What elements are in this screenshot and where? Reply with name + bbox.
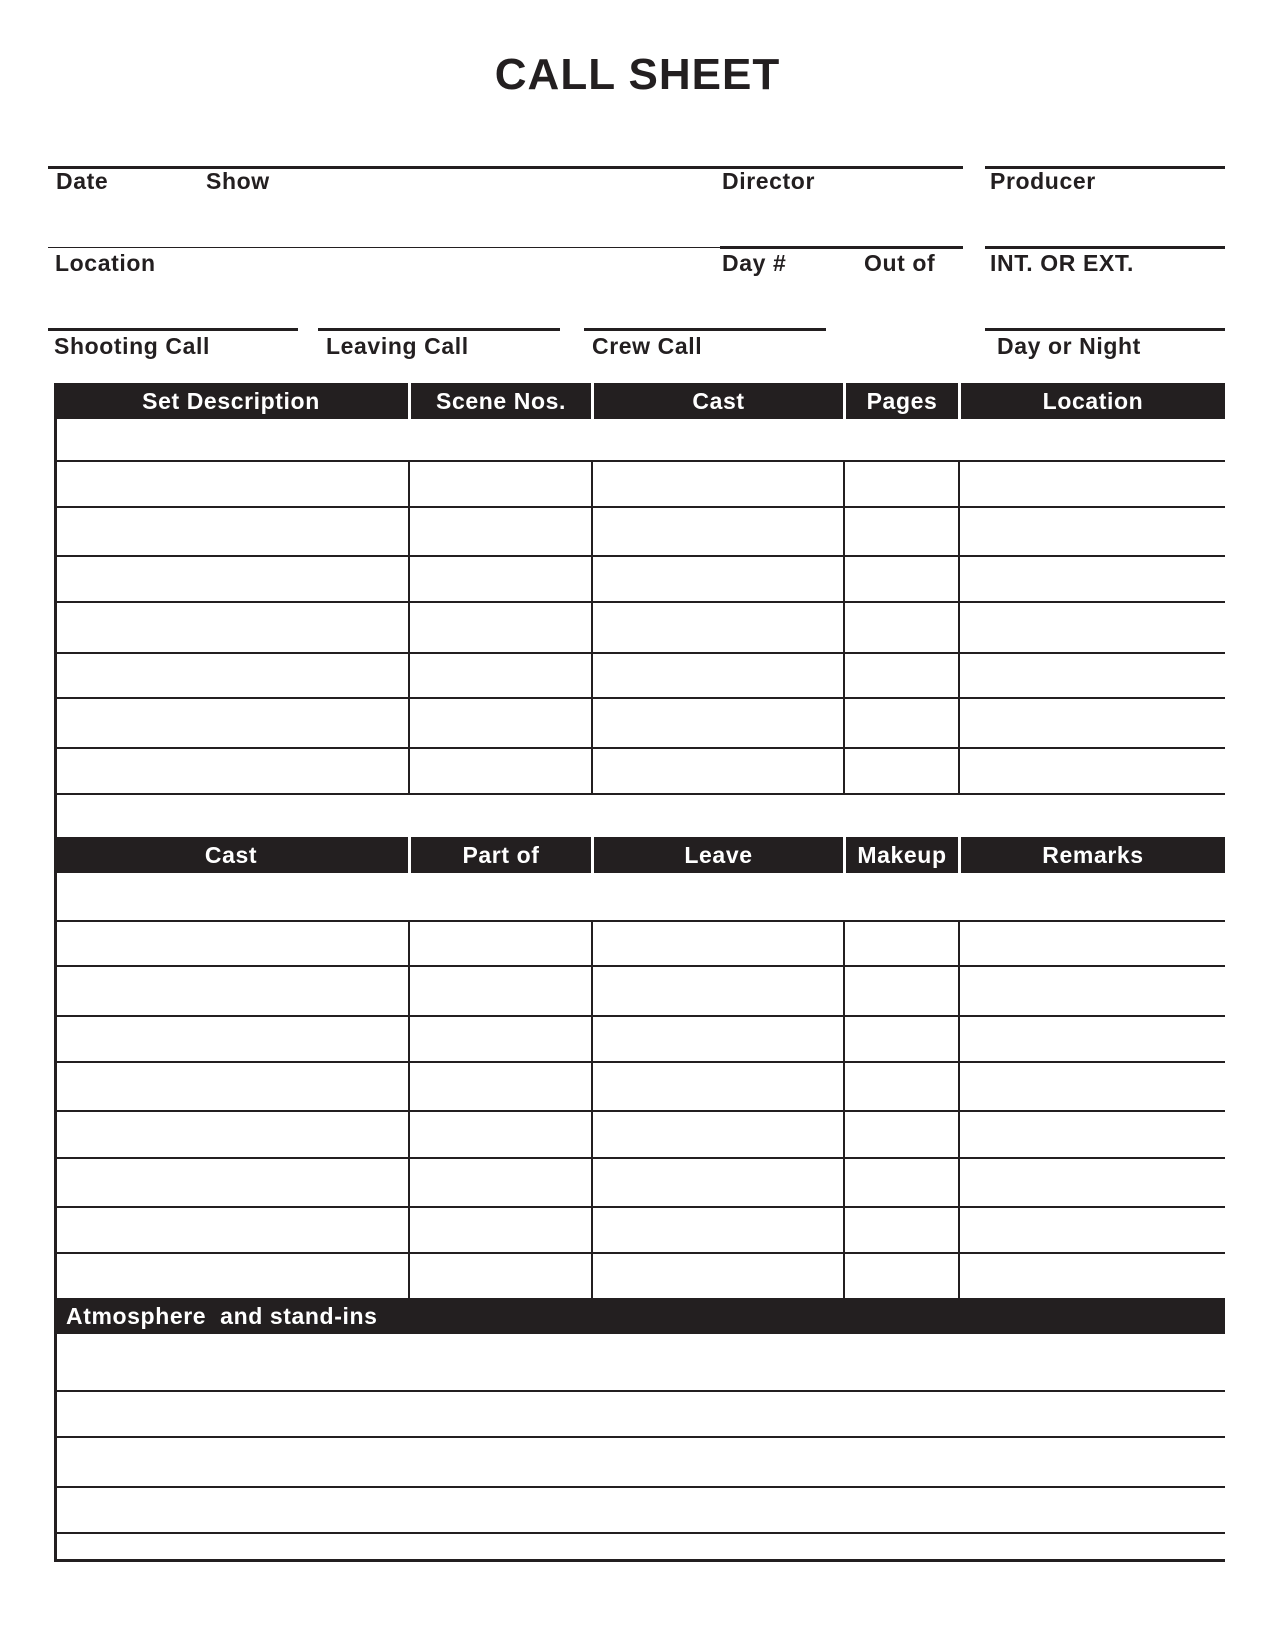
column-header-part-of: Part of [462, 842, 540, 868]
date-label: Date [56, 168, 109, 194]
director-label: Director [722, 168, 815, 194]
leaving-call-label: Leaving Call [326, 333, 469, 359]
atmosphere-line [54, 1390, 1225, 1392]
table-row [54, 1206, 1225, 1208]
atmosphere-line [54, 1559, 1225, 1562]
producer-label: Producer [990, 168, 1096, 194]
crew-call-rule [584, 328, 826, 331]
table-row [54, 652, 1225, 654]
crew-call-label: Crew Call [592, 333, 703, 359]
column-header-set-description: Set Description [142, 388, 320, 414]
scenes-table-header [54, 383, 1225, 419]
table-row [54, 1061, 1225, 1063]
show-label: Show [206, 168, 270, 194]
column-header-scene-nos: Scene Nos. [436, 388, 566, 414]
day-number-label: Day # [722, 250, 787, 276]
table-row [54, 1110, 1225, 1112]
int-ext-rule [985, 246, 1225, 249]
column-header-pages: Pages [866, 388, 938, 414]
atmosphere-header [54, 1298, 1225, 1334]
atmosphere-label: Atmosphere and stand-ins [66, 1303, 378, 1329]
column-header-leave: Leave [684, 842, 753, 868]
table-row [54, 920, 1225, 922]
shooting-call-rule [48, 328, 298, 331]
table-row [54, 601, 1225, 603]
date-show-director-rule [48, 166, 963, 169]
table-column-divider [843, 920, 845, 1300]
table-row [54, 747, 1225, 749]
column-header-cast-name: Cast [204, 842, 258, 868]
table-column-divider [408, 920, 410, 1300]
atmosphere-line [54, 1532, 1225, 1534]
table-column-divider [591, 460, 593, 795]
location-rule [48, 247, 720, 248]
out-of-label: Out of [864, 250, 936, 276]
table-row [54, 1157, 1225, 1159]
leaving-call-rule [318, 328, 560, 331]
int-ext-label: INT. OR EXT. [990, 250, 1134, 276]
table-column-divider [958, 460, 960, 795]
day-night-label: Day or Night [997, 333, 1141, 359]
table-column-divider [843, 460, 845, 795]
table-row [54, 506, 1225, 508]
table-column-divider [958, 920, 960, 1300]
form-left-border [54, 383, 57, 1561]
table-row [54, 793, 1225, 795]
table-row [54, 1015, 1225, 1017]
table-row [54, 555, 1225, 557]
page-title: CALL SHEET [494, 50, 781, 99]
column-header-makeup: Makeup [857, 842, 947, 868]
column-header-cast: Cast [692, 388, 745, 414]
day-night-rule [985, 328, 1225, 331]
table-row [54, 965, 1225, 967]
table-column-divider [591, 920, 593, 1300]
shooting-call-label: Shooting Call [54, 333, 211, 359]
location-label: Location [55, 250, 156, 276]
table-column-divider [408, 460, 410, 795]
cast-table-header [54, 837, 1225, 873]
table-row [54, 460, 1225, 462]
atmosphere-line [54, 1436, 1225, 1438]
table-row [54, 1252, 1225, 1254]
atmosphere-line [54, 1486, 1225, 1488]
day-outof-rule [720, 246, 963, 249]
column-header-remarks: Remarks [1042, 842, 1144, 868]
table-row [54, 697, 1225, 699]
column-header-location: Location [1042, 388, 1144, 414]
